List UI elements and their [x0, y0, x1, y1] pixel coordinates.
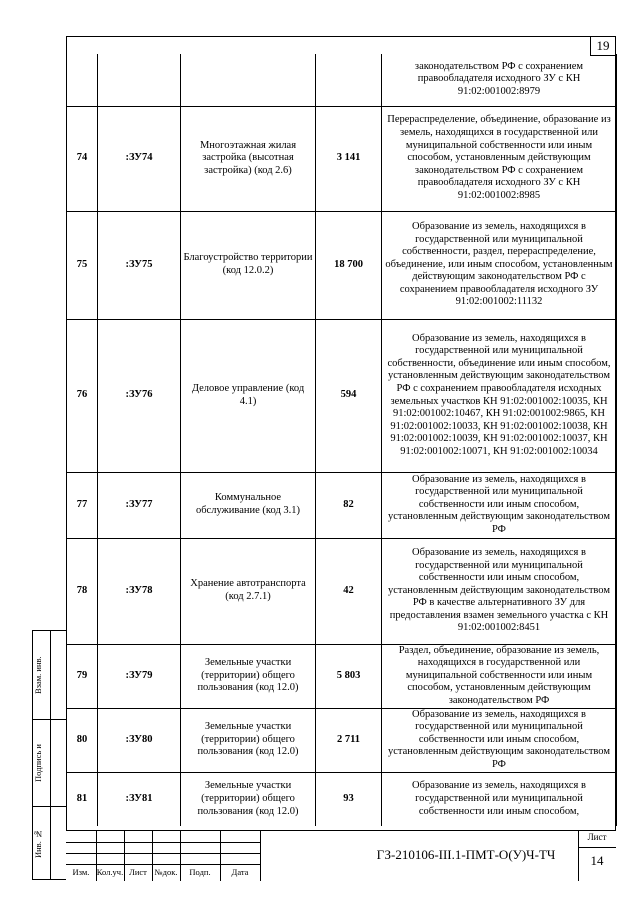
table-row: [67, 772, 617, 826]
stamp-col-kol: Кол.уч.: [96, 867, 124, 877]
stamp-col-data: Дата: [231, 867, 249, 877]
page-number: 19: [590, 36, 616, 56]
plot-area: [316, 54, 382, 106]
side-label-inv-no: Инв. №: [33, 829, 43, 859]
plot-area: 93: [316, 772, 382, 826]
table-row: [67, 472, 617, 538]
title-block: [66, 830, 616, 881]
plot-code: :ЗУ78: [98, 538, 181, 644]
permitted-use: [181, 54, 316, 106]
plot-code: :ЗУ80: [98, 708, 181, 772]
plot-code: :ЗУ75: [98, 211, 181, 319]
plot-code: :ЗУ76: [98, 319, 181, 472]
side-stamp: [32, 630, 66, 880]
stamp-col-podp: Подп.: [189, 867, 211, 877]
stamp-col-list: Лист: [129, 867, 147, 877]
row-number: 80: [67, 708, 98, 772]
table-row: [67, 211, 617, 319]
table-row: [67, 319, 617, 472]
table-row: [67, 538, 617, 644]
plot-area: 2 711: [316, 708, 382, 772]
permitted-use: Многоэтажная жилая застройка (высотная застройка) (код 2.6): [181, 106, 316, 211]
permitted-use: Коммунальное обслуживание (код 3.1): [181, 472, 316, 538]
sheet-number: 14: [590, 853, 604, 868]
stamp-col-ndok: №док.: [154, 867, 178, 877]
plot-area: 594: [316, 319, 382, 472]
plot-area: 5 803: [316, 644, 382, 708]
side-label-replace-inv: Взам. инв.: [33, 656, 43, 694]
plot-area: 3 141: [316, 106, 382, 211]
permitted-use: Благоустройство территории (код 12.0.2): [181, 211, 316, 319]
permitted-use: Земельные участки (территории) общего пользования (код 12.0): [181, 772, 316, 826]
sheet-label: Лист: [587, 832, 607, 842]
formation-method: Перераспределение, объединение, образование из земель, находящихся в государственной или муниципальной собственности или иным способом, установленным действующим законодательством РФ с сохранением правообладателя исходного ЗУ с КН 91:02:001002:8985: [382, 106, 617, 211]
plot-code: :ЗУ81: [98, 772, 181, 826]
table-row: [67, 106, 617, 211]
formation-method: Образование из земель, находящихся в государственной или муниципальной собственности, раздел, перераспределение, объединение, или иным способом, установленным действующим законодательством РФ с сохранением правообладателя исходного ЗУ 91:02:001002:11132: [382, 211, 617, 319]
row-number: 76: [67, 319, 98, 472]
row-number: 77: [67, 472, 98, 538]
row-number: 81: [67, 772, 98, 826]
formation-method: законодательством РФ с сохранением правообладателя исходного ЗУ с КН 91:02:001002:8979: [382, 54, 617, 106]
plot-code: [98, 54, 181, 106]
table-row: [67, 54, 617, 106]
land-plots-table: [66, 54, 617, 826]
plot-code: :ЗУ77: [98, 472, 181, 538]
plot-area: 18 700: [316, 211, 382, 319]
formation-method: Раздел, объединение, образование из земель, находящихся в государственной или муниципальной собственности или иным способом, установленным действующим законодательством РФ: [382, 644, 617, 708]
stamp-col-izm: Изм.: [72, 867, 90, 877]
row-number: 79: [67, 644, 98, 708]
row-number: 74: [67, 106, 98, 211]
formation-method: Образование из земель, находящихся в государственной или муниципальной собственности, объединение или иным способом, установленным действующим законодательством РФ с сохранением правообладателя исходных земельных участков КН 91:02:001002:10035, КН 91:02:001002:10467, КН 91:02:001002:9865, КН 91:02:001002:10033, КН 91:02:001002:10038, КН 91:02:001002:10039, КН 91:02:001002:10037, КН 91:02:001002:10071, КН 91:02:001002:10034: [382, 319, 617, 472]
formation-method: Образование из земель, находящихся в государственной или муниципальной собственности или иным способом,: [382, 772, 617, 826]
plot-code: :ЗУ74: [98, 106, 181, 211]
permitted-use: Хранение автотранспорта (код 2.7.1): [181, 538, 316, 644]
plot-area: 82: [316, 472, 382, 538]
permitted-use: Земельные участки (территории) общего пользования (код 12.0): [181, 644, 316, 708]
formation-method: Образование из земель, находящихся в государственной или муниципальной собственности или иным способом, установленным действующим законодательством РФ: [382, 708, 617, 772]
plot-area: 42: [316, 538, 382, 644]
side-label-signature: Подпись и: [33, 744, 43, 782]
formation-method: Образование из земель, находящихся в государственной или муниципальной собственности или иным способом, установленным действующим законодательством РФ: [382, 472, 617, 538]
permitted-use: Земельные участки (территории) общего пользования (код 12.0): [181, 708, 316, 772]
table-row: [67, 644, 617, 708]
permitted-use: Деловое управление (код 4.1): [181, 319, 316, 472]
formation-method: Образование из земель, находящихся в государственной или муниципальной собственности или иным способом, установленным действующим законодательством РФ в качестве альтернативного ЗУ для предоставления взамен земельного участка с КН 91:02:001002:8451: [382, 538, 617, 644]
row-number: [67, 54, 98, 106]
plot-code: :ЗУ79: [98, 644, 181, 708]
row-number: 78: [67, 538, 98, 644]
document-code: ГЗ-210106-III.1-ПМТ-О(У)Ч-ТЧ: [376, 847, 556, 862]
row-number: 75: [67, 211, 98, 319]
table-row: [67, 708, 617, 772]
